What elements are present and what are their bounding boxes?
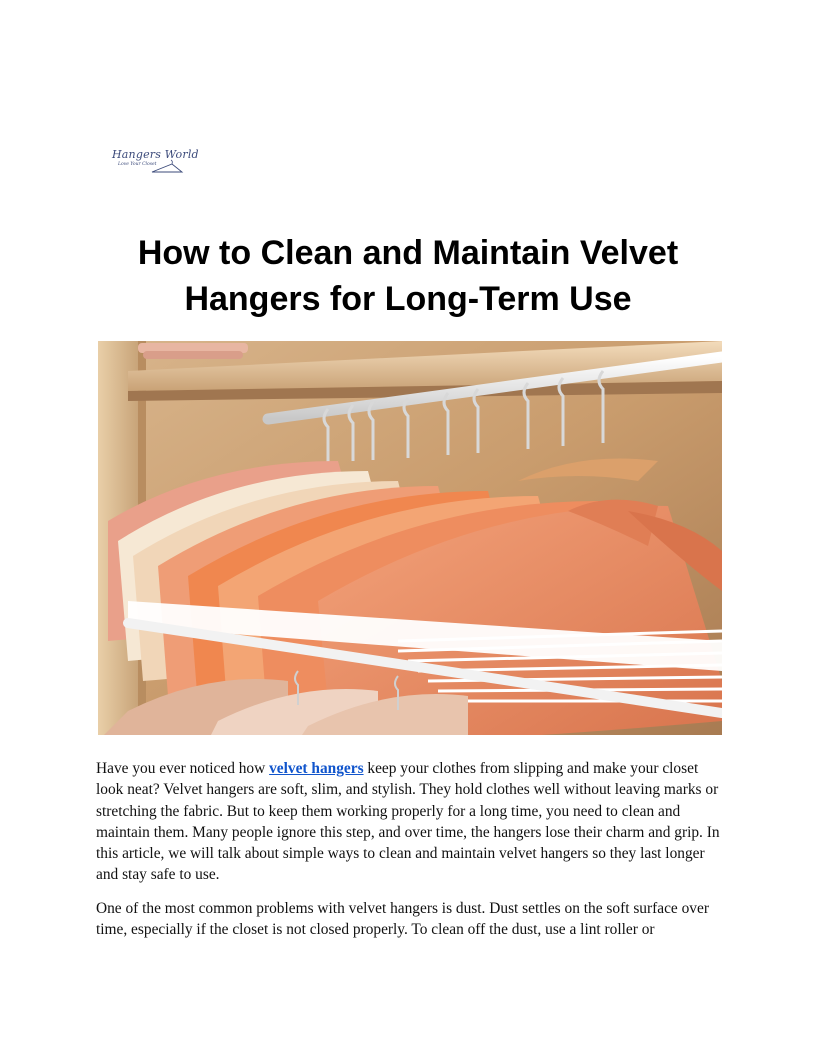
brand-logo: [112, 148, 199, 178]
logo-name: Hangers World: [112, 148, 199, 161]
velvet-hangers-link[interactable]: velvet hangers: [269, 760, 364, 777]
article-body: [96, 758, 720, 952]
hero-image: [98, 341, 722, 735]
paragraph-intro: [96, 758, 720, 886]
hanger-icon: [112, 148, 188, 178]
page-title: How to Clean and Maintain Velvet Hangers for Long-Term Use: [137, 234, 679, 318]
paragraph-dust: One of the most common problems with velvet hangers is dust. Dust settles on the soft surface over time, especially if the closet is not closed properly. To clean off the dust, use a lint roller or: [96, 899, 709, 939]
closet-photo-icon: [98, 341, 722, 735]
intro-text-rest: keep your clothes from slipping and make your closet look neat? Velvet hangers are soft, slim, and stylish. They hold clothes well without leaving marks or stretching the fabric. But to keep them working properly for a long time, you need to clean and maintain them. Many people ignore this step, and over time, the hangers lose their charm and grip. In this article, we will talk about simple ways to clean and maintain velvet hangers so they last longer and stay safe to use.: [96, 760, 720, 884]
intro-text-start: Have you ever noticed how: [96, 760, 270, 777]
logo-tagline: Love Your Closet: [118, 162, 157, 167]
